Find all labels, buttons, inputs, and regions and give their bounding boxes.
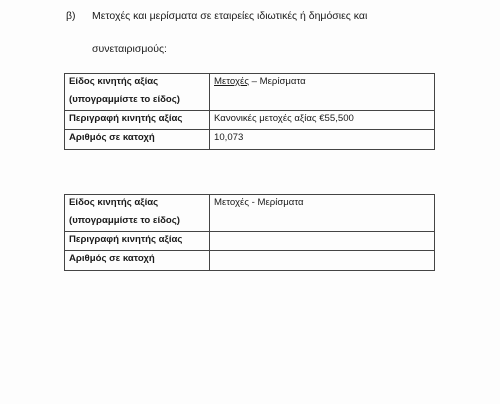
section-number: β) [66,10,76,22]
quantity-value [210,251,435,271]
type-value-shares: Μετοχές [214,76,249,87]
type-value [210,74,435,111]
type-value: Μετοχές - Μερίσματα [210,195,435,232]
type-label-hint: (υπογραμμίστε το είδος) [65,92,210,111]
description-label: Περιγραφή κινητής αξίας [65,111,210,130]
type-value-dividends: Μερίσματα [259,76,306,87]
quantity-value: 10,073 [210,130,435,150]
type-value-separator: – [248,76,260,87]
section-heading-line1: Μετοχές και μερίσματα σε εταιρείες ιδιωτικές ή δημόσιες και [92,10,368,22]
description-value [210,232,435,251]
description-value: Κανονικές μετοχές αξίας €55,500 [210,111,435,130]
type-label-hint: (υπογραμμίστε το είδος) [65,213,210,232]
type-label: Είδος κινητής αξίας [65,195,210,214]
securities-table-1 [64,73,435,150]
securities-table-2 [64,194,435,271]
description-label: Περιγραφή κινητής αξίας [65,232,210,251]
quantity-label: Αριθμός σε κατοχή [65,130,210,150]
section-heading-line2: συνεταιρισμούς: [92,43,167,55]
section-heading [66,10,367,22]
type-label: Είδος κινητής αξίας [65,74,210,93]
quantity-label: Αριθμός σε κατοχή [65,251,210,271]
